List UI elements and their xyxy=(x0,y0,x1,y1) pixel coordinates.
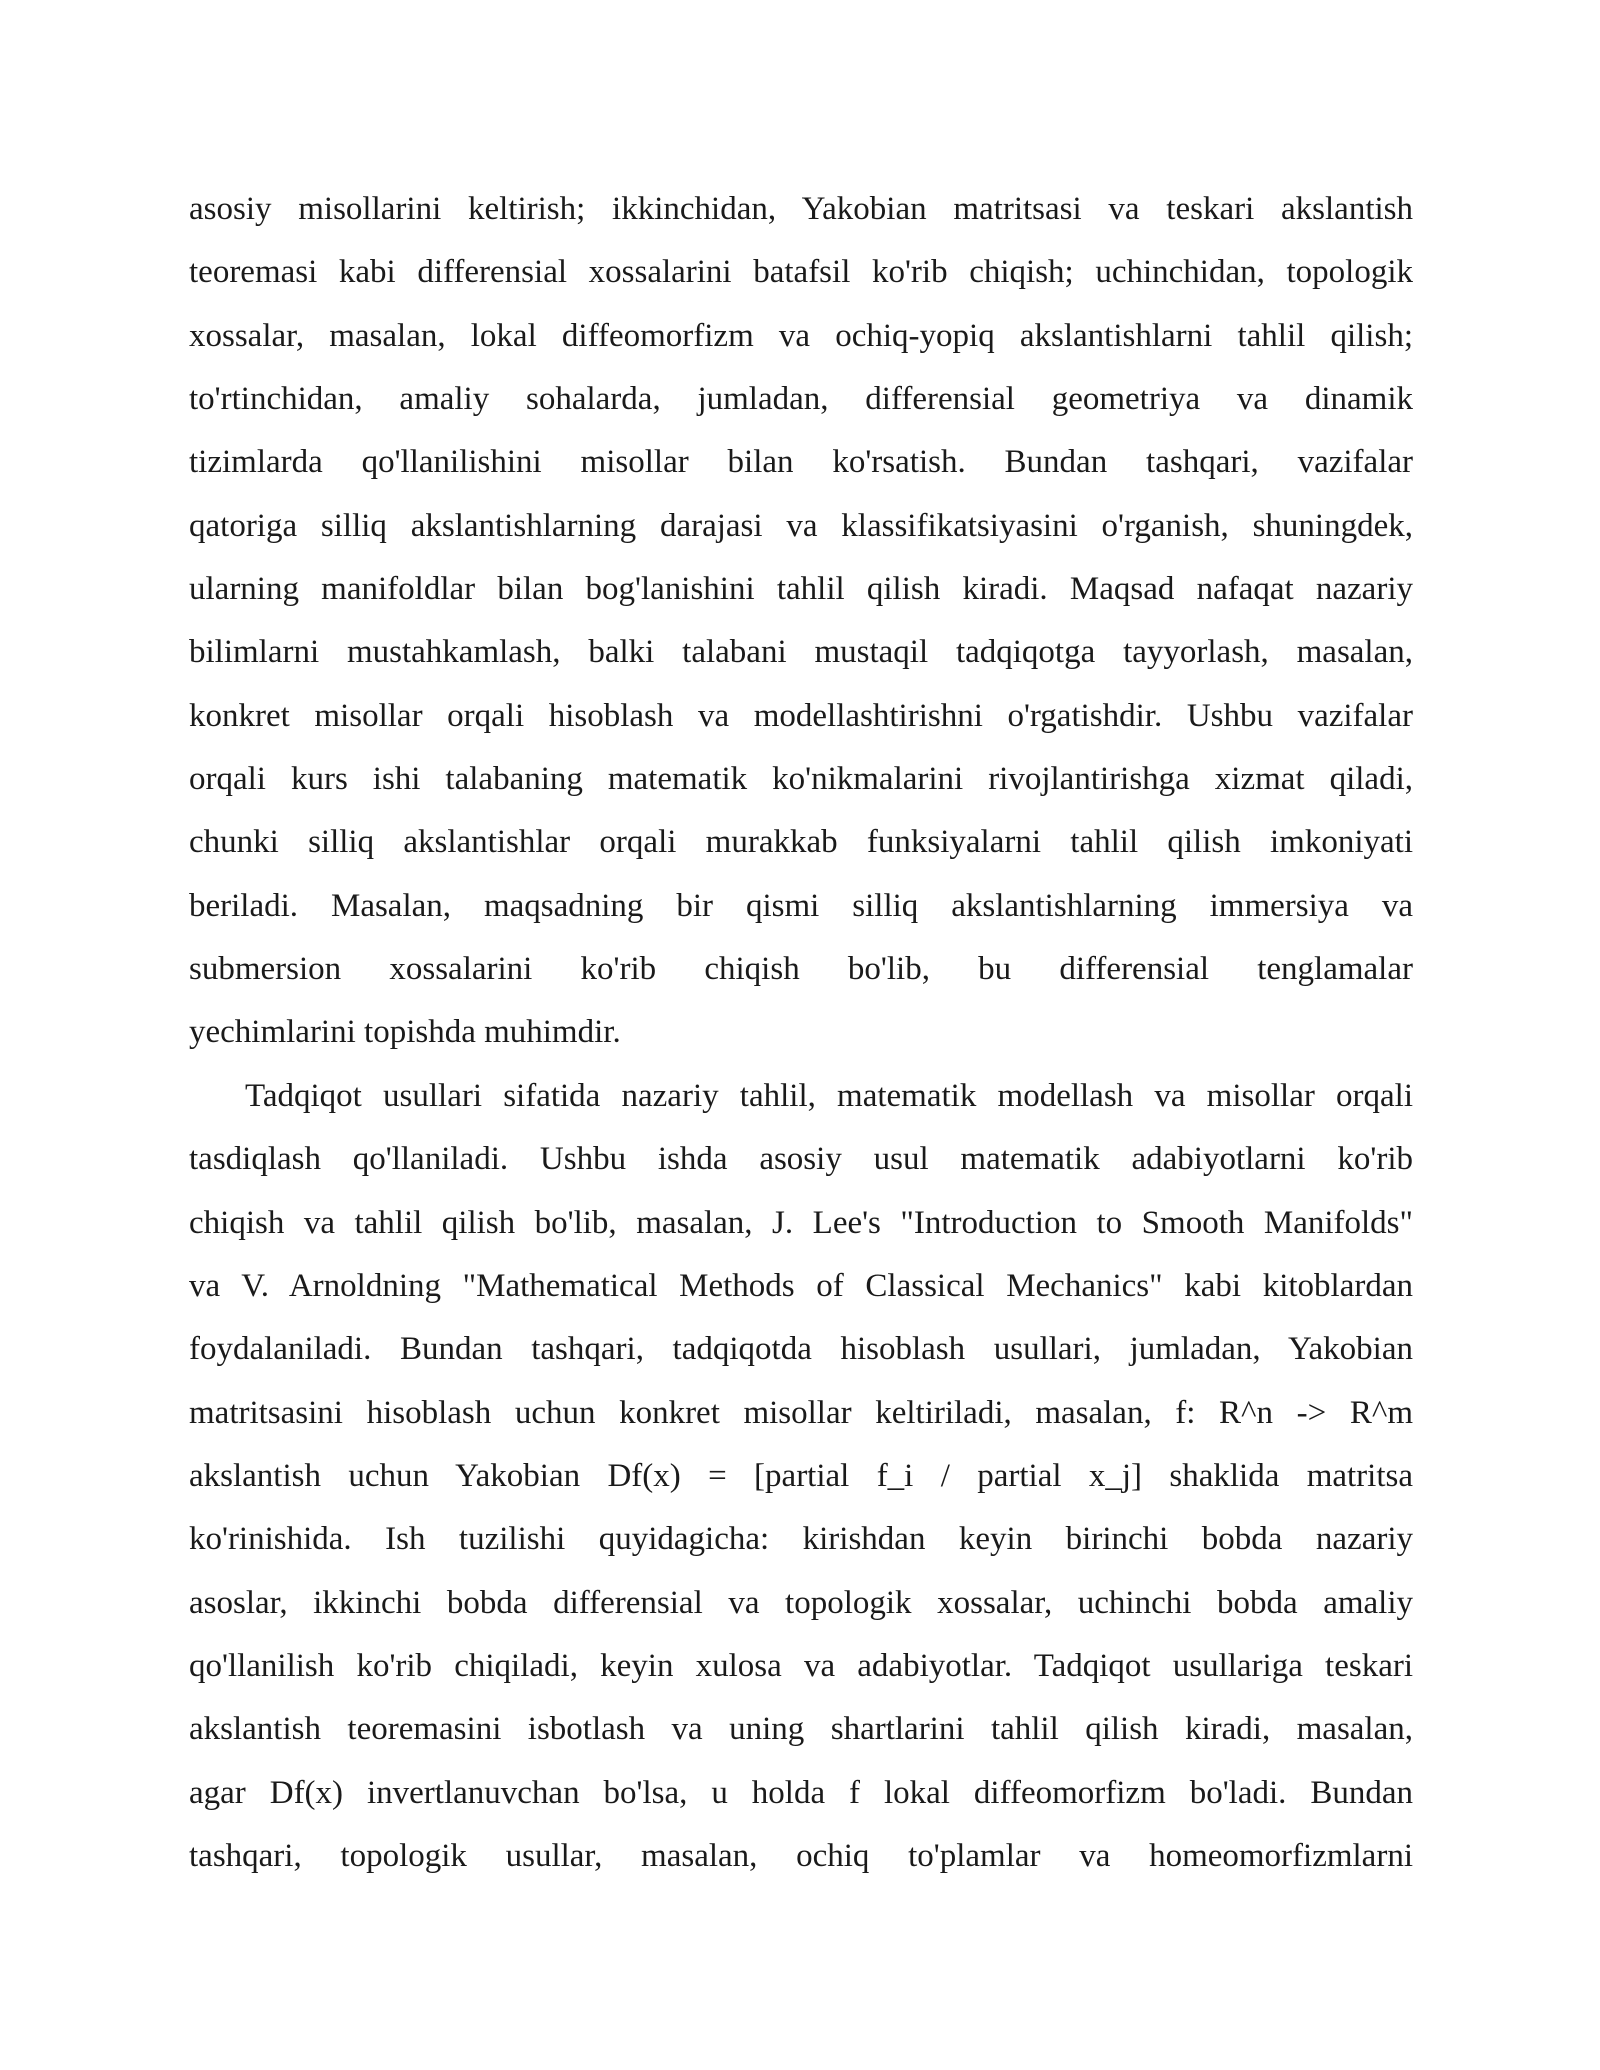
text-line: qatoriga silliq akslantishlarning darajasi va klassifikatsiyasini o'rganish, shuningdek, xyxy=(189,507,1413,544)
text-line: bilimlarni mustahkamlash, balki talabani mustaqil tadqiqotga tayyorlash, masalan, xyxy=(189,634,1413,671)
text-line: akslantish teoremasini isbotlash va uning shartlarini tahlil qilish kiradi, masalan, xyxy=(189,1711,1413,1748)
text-line-indented: Tadqiqot usullari sifatida nazariy tahlil, matematik modellash va misollar orqali xyxy=(245,1077,1413,1114)
body-text xyxy=(189,178,1413,1888)
text-line: qo'llanilish ko'rib chiqiladi, keyin xulosa va adabiyotlar. Tadqiqot usullariga teskari xyxy=(189,1647,1413,1684)
text-line: xossalar, masalan, lokal diffeomorfizm va ochiq-yopiq akslantishlarni tahlil qilish; xyxy=(189,317,1413,354)
text-line: akslantish uchun Yakobian Df(x) = [partial f_i / partial x_j] shaklida matritsa xyxy=(189,1457,1413,1494)
text-line: submersion xossalarini ko'rib chiqish bo'lib, bu differensial tenglamalar xyxy=(189,951,1413,988)
text-line: ko'rinishida. Ish tuzilishi quyidagicha: kirishdan keyin birinchi bobda nazariy xyxy=(189,1521,1413,1558)
text-line: teoremasi kabi differensial xossalarini batafsil ko'rib chiqish; uchinchidan, topologik xyxy=(189,254,1413,291)
text-line: chiqish va tahlil qilish bo'lib, masalan, J. Lee's "Introduction to Smooth Manifolds" xyxy=(189,1204,1413,1241)
text-line: ularning manifoldlar bilan bog'lanishini tahlil qilish kiradi. Maqsad nafaqat nazariy xyxy=(189,571,1413,608)
text-line: matritsasini hisoblash uchun konkret misollar keltiriladi, masalan, f: R^n -> R^m xyxy=(189,1394,1413,1431)
paragraph-1 xyxy=(189,178,1413,1065)
text-line-last: yechimlarini topishda muhimdir. xyxy=(189,1014,621,1051)
text-line: asoslar, ikkinchi bobda differensial va topologik xossalar, uchinchi bobda amaliy xyxy=(189,1584,1413,1621)
text-line: agar Df(x) invertlanuvchan bo'lsa, u holda f lokal diffeomorfizm bo'ladi. Bundan xyxy=(189,1774,1413,1811)
text-line: foydalaniladi. Bundan tashqari, tadqiqotda hisoblash usullari, jumladan, Yakobian xyxy=(189,1331,1413,1368)
text-line: tizimlarda qo'llanilishini misollar bilan ko'rsatish. Bundan tashqari, vazifalar xyxy=(189,444,1413,481)
text-line: to'rtinchidan, amaliy sohalarda, jumladan, differensial geometriya va dinamik xyxy=(189,381,1413,418)
text-line: tashqari, topologik usullar, masalan, ochiq to'plamlar va homeomorfizmlarni xyxy=(189,1837,1413,1874)
text-line: chunki silliq akslantishlar orqali murakkab funksiyalarni tahlil qilish imkoniyati xyxy=(189,824,1413,861)
paragraph-2 xyxy=(189,1065,1413,1888)
text-line: asosiy misollarini keltirish; ikkinchidan, Yakobian matritsasi va teskari akslantish xyxy=(189,191,1413,227)
text-line: beriladi. Masalan, maqsadning bir qismi silliq akslantishlarning immersiya va xyxy=(189,887,1413,924)
text-line: va V. Arnoldning "Mathematical Methods of Classical Mechanics" kabi kitoblardan xyxy=(189,1267,1413,1304)
text-line: tasdiqlash qo'llaniladi. Ushbu ishda asosiy usul matematik adabiyotlarni ko'rib xyxy=(189,1141,1413,1178)
text-line: orqali kurs ishi talabaning matematik ko'nikmalarini rivojlantirishga xizmat qiladi, xyxy=(189,761,1413,798)
text-line: konkret misollar orqali hisoblash va modellashtirishni o'rgatishdir. Ushbu vazifalar xyxy=(189,697,1413,734)
